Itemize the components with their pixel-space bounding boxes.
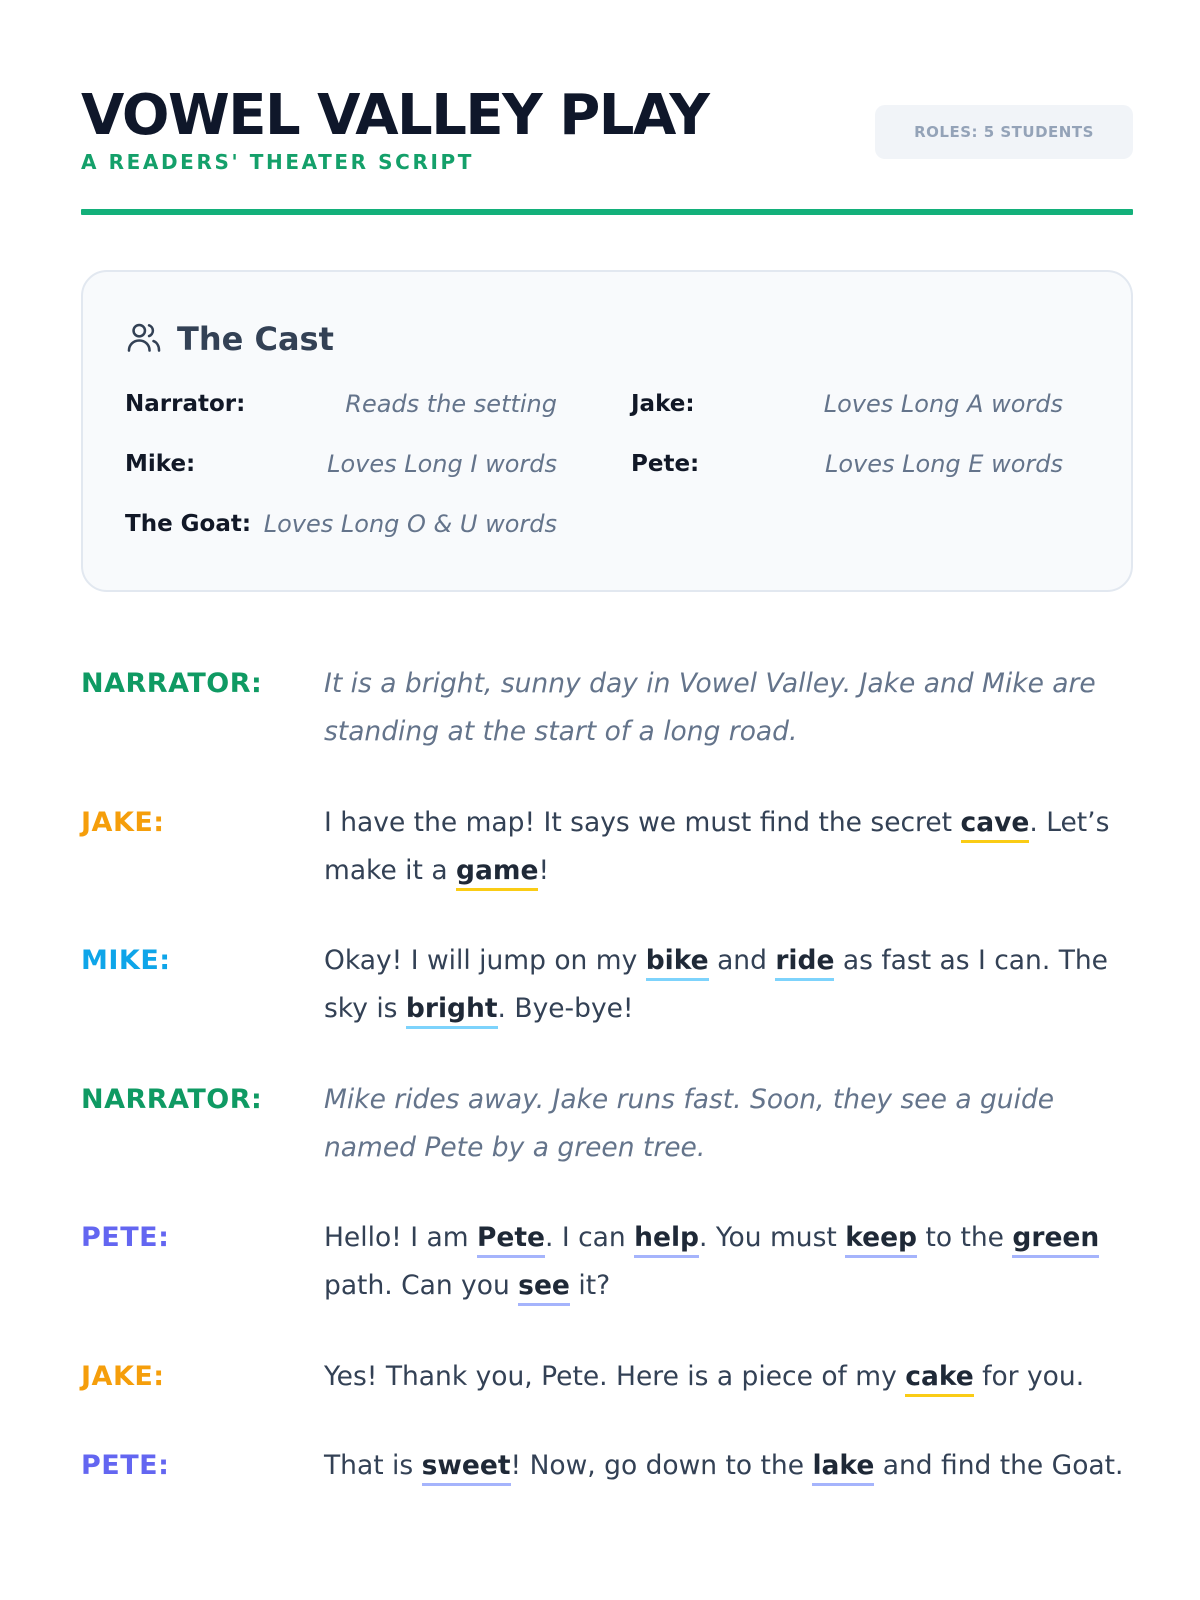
cast-role: Loves Long O & U words xyxy=(263,510,557,538)
highlighted-word: sweet xyxy=(422,1450,511,1486)
cast-name: Mike: xyxy=(125,451,196,477)
highlighted-word: bright xyxy=(406,993,498,1029)
speech-text: That is sweet! Now, go down to the lake and find the Goat. xyxy=(324,1442,1134,1490)
cast-title: The Cast xyxy=(177,320,334,358)
speaker-label: PETE: xyxy=(81,1222,170,1253)
speech-text: I have the map! It says we must find the secret cave. Let’s make it a game! xyxy=(324,799,1134,895)
highlighted-word: Pete xyxy=(477,1222,545,1258)
highlighted-word: keep xyxy=(845,1222,917,1258)
cast-role: Loves Long A words xyxy=(823,390,1063,418)
header-divider xyxy=(81,209,1133,215)
cast-role: Reads the setting xyxy=(345,390,557,418)
cast-member-jake xyxy=(631,386,1063,422)
highlighted-word: cake xyxy=(905,1361,973,1397)
page-title: VOWEL VALLEY PLAY xyxy=(81,83,709,148)
cast-panel xyxy=(81,270,1133,592)
speech-text: It is a bright, sunny day in Vowel Valley. Jake and Mike are standing at the start of a long road. xyxy=(324,668,1096,747)
speech-text: Mike rides away. Jake runs fast. Soon, they see a guide named Pete by a green tree. xyxy=(324,1084,1055,1163)
highlighted-word: bike xyxy=(646,945,709,981)
highlighted-word: help xyxy=(634,1222,699,1258)
cast-name: The Goat: xyxy=(125,511,252,537)
highlighted-word: see xyxy=(518,1270,570,1306)
page-subtitle: A READERS' THEATER SCRIPT xyxy=(81,150,474,174)
cast-member-narrator xyxy=(125,386,557,422)
cast-name: Pete: xyxy=(631,451,700,477)
speech-text: Okay! I will jump on my bike and ride as fast as I can. The sky is bright. Bye-bye! xyxy=(324,937,1134,1033)
highlighted-word: game xyxy=(456,855,538,891)
speech-text: Yes! Thank you, Pete. Here is a piece of my cake for you. xyxy=(324,1353,1134,1401)
speaker-label: MIKE: xyxy=(81,945,171,976)
roles-badge: ROLES: 5 STUDENTS xyxy=(875,105,1133,159)
cast-header xyxy=(125,318,334,360)
speaker-label: PETE: xyxy=(81,1450,170,1481)
highlighted-word: ride xyxy=(775,945,834,981)
cast-role: Loves Long I words xyxy=(327,450,557,478)
highlighted-word: cave xyxy=(961,807,1030,843)
speaker-label: NARRATOR: xyxy=(81,668,263,699)
users-icon xyxy=(125,318,163,360)
cast-member-mike xyxy=(125,446,557,482)
speaker-label: NARRATOR: xyxy=(81,1084,263,1115)
cast-member-goat xyxy=(125,506,557,542)
speaker-label: JAKE: xyxy=(81,807,165,838)
speaker-label: JAKE: xyxy=(81,1361,165,1392)
cast-name: Narrator: xyxy=(125,391,246,417)
highlighted-word: green xyxy=(1012,1222,1099,1258)
cast-member-pete xyxy=(631,446,1063,482)
highlighted-word: lake xyxy=(812,1450,874,1486)
cast-role: Loves Long E words xyxy=(825,450,1063,478)
speech-text: Hello! I am Pete. I can help. You must keep to the green path. Can you see it? xyxy=(324,1214,1134,1310)
cast-name: Jake: xyxy=(631,391,695,417)
